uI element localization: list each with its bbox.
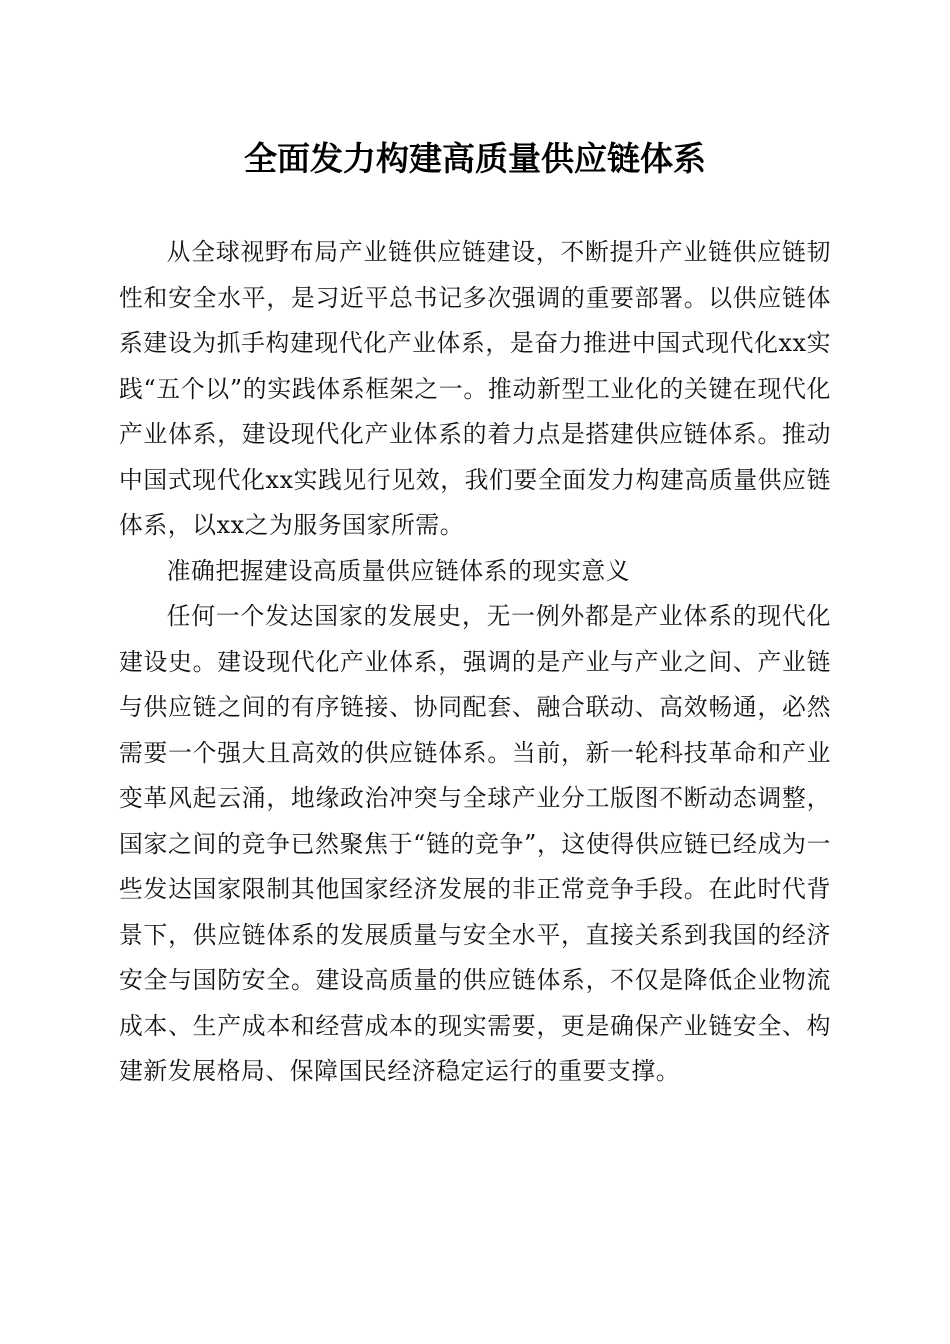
document-title: 全面发力构建高质量供应链体系 — [244, 139, 706, 178]
section-heading: 准确把握建设高质量供应链体系的现实意义 — [166, 556, 631, 585]
paragraph-significance: 任何一个发达国家的发展史，无一例外都是产业体系的现代化建设史。建设现代化产业体系，强调的是产业与产业之间、产业链与供应链之间的有序链接、协同配套、融合联动、高效畅通，必然需要一个强大且高效的供应链体系。当前，新一轮科技革命和产业变革风起云涌，地缘政治冲突与全球产业分工版图不断动态调整，国家之间的竞争已然聚焦于“链的竞争”，这使得供应链已经成为一些发达国家限制其他国家经济发展的非正常竞争手段。在此时代背景下，供应链体系的发展质量与安全水平，直接关系到我国的经济安全与国防安全。建设高质量的供应链体系，不仅是降低企业物流成本、生产成本和经营成本的现实需要，更是确保产业链安全、构建新发展格局、保障国民经济稳定运行的重要支撑。 — [119, 602, 831, 1085]
paragraph-intro: 从全球视野布局产业链供应链建设，不断提升产业链供应链韧性和安全水平，是习近平总书记多次强调的重要部署。以供应链体系建设为抓手构建现代化产业体系，是奋力推进中国式现代化xx实践“五个以”的实践体系框架之一。推动新型工业化的关键在现代化产业体系，建设现代化产业体系的着力点是搭建供应链体系。推动中国式现代化xx实践见行见效，我们要全面发力构建高质量供应链体系，以xx之为服务国家所需。 — [119, 238, 831, 539]
document-body — [119, 230, 831, 1095]
